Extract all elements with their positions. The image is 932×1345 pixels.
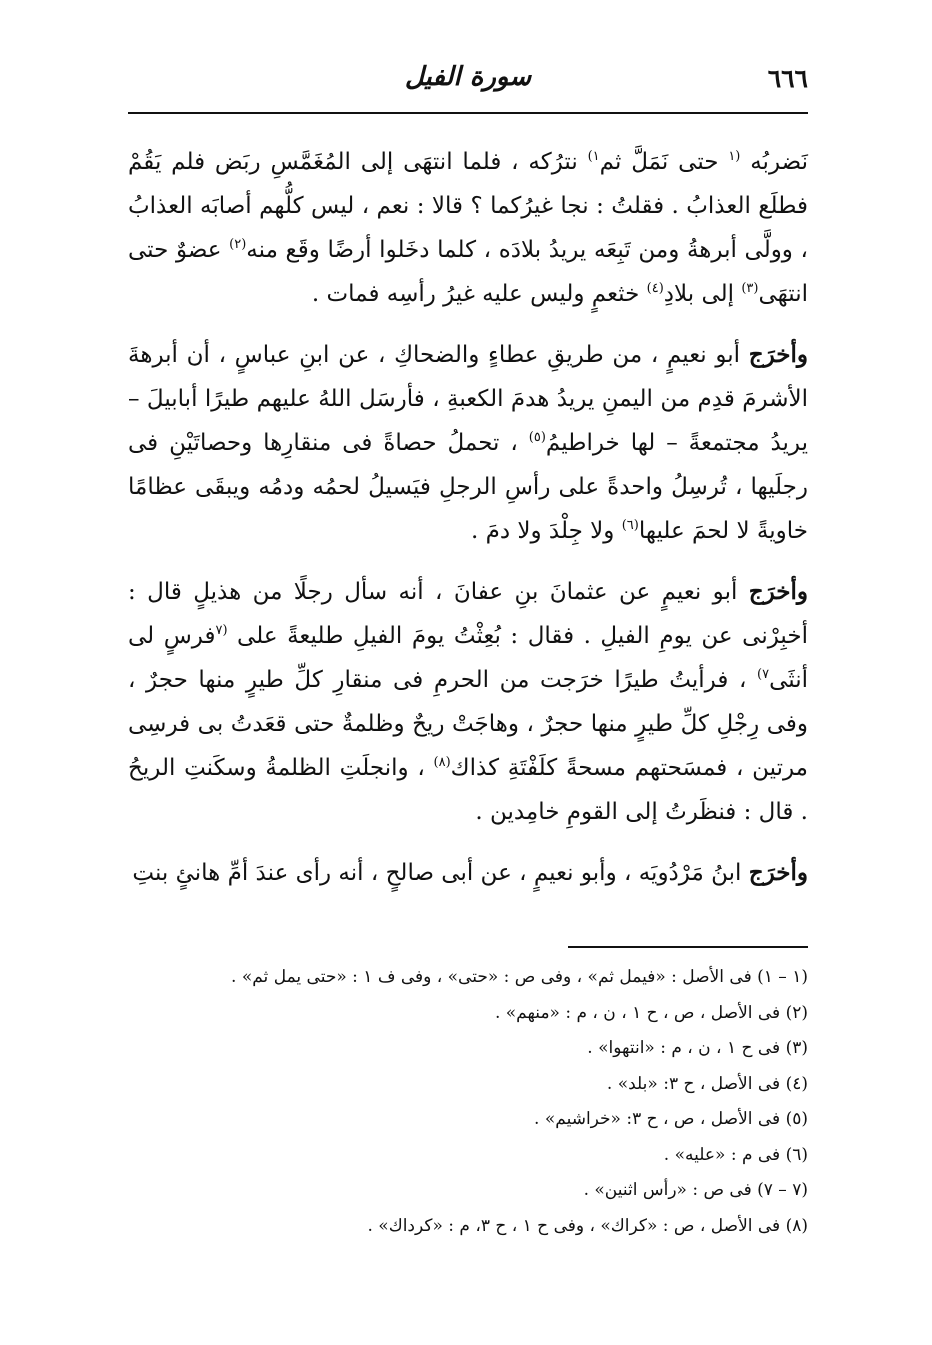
footnote-marker: ١) [587, 149, 600, 164]
page-header [128, 58, 808, 104]
page-number: ٦٦٦ [767, 64, 808, 93]
footnote: (٣) فى ح ١ ، ن ، م : «انتهوا» . [587, 1038, 808, 1058]
footnotes [231, 960, 808, 1244]
paragraph [128, 851, 808, 895]
footnote-marker: (٦) [621, 518, 639, 533]
paragraph [128, 140, 808, 316]
lead-word: وأخرَج [748, 859, 808, 886]
footnote: (٥) فى الأصل ، ص ، ح ٣: «خراشيم» . [534, 1109, 808, 1129]
footnote-marker: (١ [728, 149, 741, 164]
lead-word: وأخرَج [748, 341, 808, 368]
footnote: (٨) فى الأصل ، ص : «كراك» ، وفى ح ١ ، ح ٣، م : «كرداك» . [367, 1215, 808, 1236]
footnote-marker: (٣) [741, 281, 759, 296]
footnote-marker: (٨) [433, 755, 451, 770]
text-run: إلى بلادِ [663, 281, 742, 307]
running-title: سورة الفيل [404, 62, 532, 92]
text-run: عضوٌ حتى انتهَى [128, 237, 808, 307]
footnote: (٤) فى الأصل ، ح ٣: «بلد» . [606, 1073, 808, 1094]
text-run: حتى نَمَلَّ ثم [599, 149, 729, 175]
text-run: نترُكه ، فلما انتهَى إلى المُغَمَّسِ ربَض فلم يَقُمْ فطلَع العذابُ . فقلتُ : نجا غيرُكما ؟ قالا : نعم ، ليس كلُّهم أصابَه العذابُ ، وولَّى أبرهةُ ومن تَبِعَه يريدُ بلادَه ، كلما دخَلوا أرضًا وقَع منه [128, 149, 808, 263]
text-run: أبو نعيمٍ عن عثمانَ بنِ عفانَ ، أنه سأل رجلًا من هذيلٍ قال : أخبِرْنى عن يومِ الفيلِ . فقال : بُعِثْتُ يومَ الفيلِ طليعةً على [128, 579, 808, 649]
footnote-marker: (٥) [528, 430, 546, 445]
header-rule [128, 112, 808, 114]
text-run: ، تحملُ حصاةً فى منقارِها وحصاتَيْنِ فى رجلَيها ، تُرسِلُ واحدةً على رأسِ الرجلِ فيَسيلُ لحمُه ودمُه ويبقَى عظامًا خاويةً لا لحمَ عليها [128, 430, 808, 544]
footnote-marker: (٧ [215, 623, 228, 638]
text-run: ولا جِلْدَ ولا دمَ . [470, 518, 622, 544]
footnote: (١ – ١) فى الأصل : «فيمل ثم» ، وفى ص : «حتى» ، وفى ف ١ : «حتى يمل ثم» . [231, 967, 808, 987]
footnote-rule [568, 946, 808, 948]
paragraph [128, 570, 808, 834]
text-run: نَضربُه [740, 149, 808, 175]
text-run: ابنُ مَرْدُويَه ، وأبو نعيمٍ ، عن أبى صالحٍ ، أنه رأى عندَ أمِّ هانئٍ بنتِ [132, 860, 749, 886]
text-run: ، فرأيتُ طيرًا خرَجت من الحرمِ فى منقارِ كلِّ طيرٍ منها حجرٌ ، وفى رِجْلِ كلِّ طيرٍ منها حجرٌ ، وهاجَتْ ريحٌ وظلمةٌ حتى قعَدتُ بى فرسِى مرتين ، فمسَحتهم مسحةً كلَفْتَةِ كذاك [128, 667, 808, 781]
footnote-marker: (٢) [229, 237, 247, 252]
footnote: (٧ – ٧) فى ص : «رأس اثنين» . [583, 1180, 808, 1200]
footnote-marker: ٧) [757, 667, 770, 682]
footnote-marker: (٤) [646, 281, 664, 296]
lead-word: وأخرَج [748, 578, 808, 605]
footnote: (٦) فى م : «عليه» . [663, 1144, 808, 1165]
footnote: (٢) فى الأصل ، ص ، ح ١ ، ن ، م : «منهم» . [494, 1002, 808, 1023]
text-run: أبو نعيمٍ ، من طريقِ عطاءٍ والضحاكِ ، عن ابنِ عباسٍ ، أن أبرهةَ الأشرمَ قدِم من اليمنِ يريدُ هدمَ الكعبةِ ، فأرسَل اللهُ عليهم طيرًا أبابيلَ – يريدُ مجتمعةً – لها خراطيمُ [128, 342, 809, 456]
text-run: فرسٍ لى أنثَى [128, 623, 808, 693]
text-run: ، وانجلَتِ الظلمةُ وسكَنتِ الريحُ . قال : فنظَرتُ إلى القومِ خامِدين . [128, 755, 808, 825]
paragraph [128, 333, 808, 553]
main-text [128, 140, 808, 895]
text-run: خثعمٍ وليس عليه غيرُ رأسِه فمات . [311, 281, 647, 307]
